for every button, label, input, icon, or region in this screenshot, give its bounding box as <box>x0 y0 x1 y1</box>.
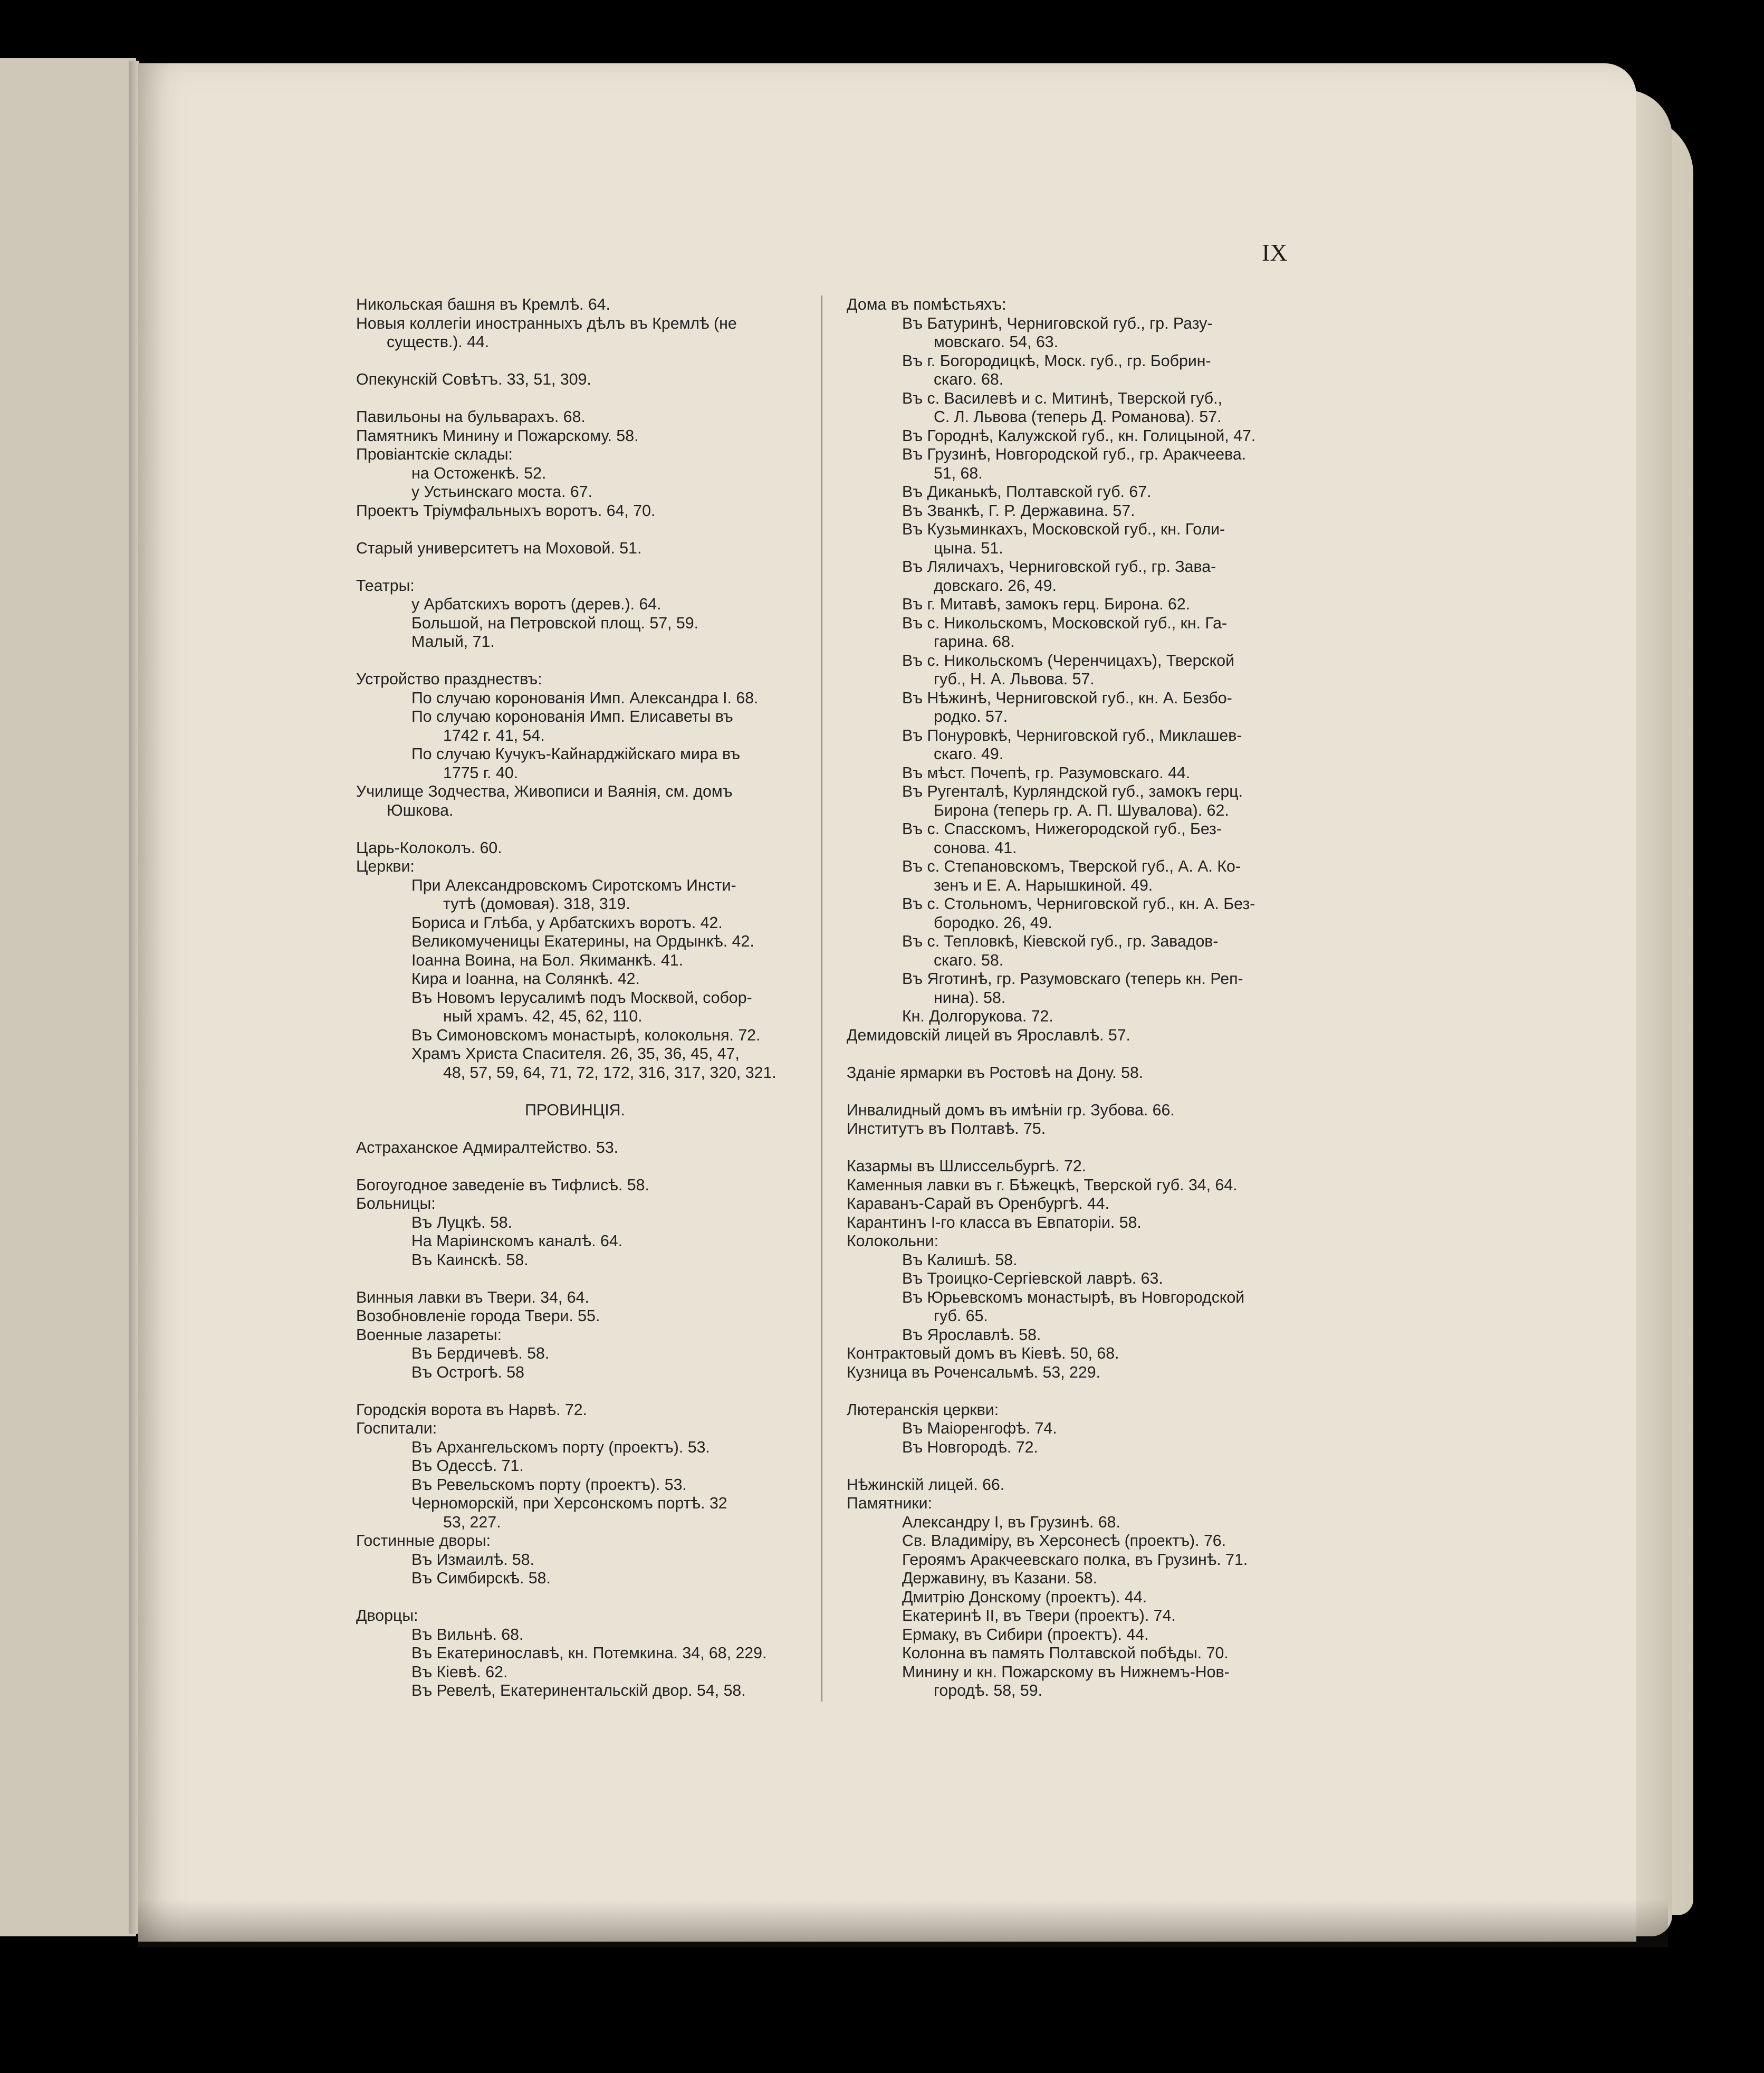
index-entry: Въ Диканькѣ, Полтавской губ. 67. <box>902 483 1152 501</box>
blank-line <box>356 352 794 371</box>
index-entry: Въ Калишѣ. 58. <box>902 1251 1018 1269</box>
index-entry: Іоанна Воина, на Бол. Якиманкѣ. 41. <box>411 951 684 969</box>
index-entry: Памятники: <box>847 1495 932 1512</box>
index-entry: Колонна въ память Полтавской побѣды. 70. <box>902 1645 1229 1662</box>
index-entry: зенъ и Е. А. Нарышкиной. 49. <box>934 876 1153 894</box>
index-entry: Винныя лавки въ Твери. 34, 64. <box>356 1288 589 1306</box>
index-entry: Въ Бердичевѣ. 58. <box>411 1345 550 1362</box>
index-entry: Колокольни: <box>847 1233 939 1250</box>
index-entry: Въ Ругенталѣ, Курляндской губ., замокъ герц. <box>902 783 1243 800</box>
blank-line <box>847 1139 1284 1158</box>
index-entry: Старый университетъ на Моховой. 51. <box>356 539 642 557</box>
index-entry: скаго. 68. <box>934 371 1004 388</box>
index-entry: Въ Симбирскѣ. 58. <box>411 1570 551 1587</box>
index-entry: довскаго. 26, 49. <box>934 577 1057 595</box>
left-page-margin <box>0 58 136 1936</box>
index-entry: Зданіе ярмарки въ Ростовѣ на Дону. 58. <box>847 1064 1144 1082</box>
blank-line <box>356 1120 794 1139</box>
index-entry: у Арбатскихъ воротъ (дерев.). 64. <box>411 596 662 613</box>
index-entry: Дмитрію Донскому (проектъ). 44. <box>902 1588 1147 1606</box>
index-entry: Великомученицы Екатерины, на Ордынкѣ. 42. <box>411 933 754 950</box>
index-entry: Въ Екатеринославѣ, кн. Потемкина. 34, 68, 229. <box>411 1645 767 1662</box>
index-entry: цына. 51. <box>934 539 1003 557</box>
index-entry: Въ Луцкѣ. 58. <box>411 1214 513 1231</box>
index-entry: Въ Одессѣ. 71. <box>411 1457 524 1475</box>
index-entry: Караванъ-Сарай въ Оренбургѣ. 44. <box>847 1195 1110 1212</box>
index-entry: Въ Новгородѣ. 72. <box>902 1438 1038 1456</box>
index-entry: Минину и кн. Пожарскому въ Нижнемъ-Нов- <box>902 1663 1230 1681</box>
index-entry: Въ Кузьминкахъ, Московской губ., кн. Голи- <box>902 521 1225 538</box>
index-entry: Бирона (теперь гр. А. П. Шувалова). 62. <box>934 801 1229 819</box>
blank-line <box>356 389 794 408</box>
index-entry: скаго. 58. <box>934 951 1004 969</box>
index-entry: Екатеринѣ II, въ Твери (проектъ). 74. <box>902 1607 1176 1625</box>
blank-line <box>356 820 794 839</box>
index-entry: Юшкова. <box>387 801 454 819</box>
index-column-left <box>356 295 794 1701</box>
index-entry: 48, 57, 59, 64, 71, 72, 172, 316, 317, 320, 321. <box>443 1064 776 1082</box>
index-entry: Больницы: <box>356 1195 436 1212</box>
index-entry: Въ с. Степановскомъ, Тверской губ., А. А. Ко- <box>902 858 1241 875</box>
index-entry: Въ Ревельскомъ порту (проектъ). 53. <box>411 1476 687 1494</box>
index-entry: Въ Троицко-Сергіевской лаврѣ. 63. <box>902 1270 1163 1287</box>
index-entry: Героямъ Аракчеевскаго полка, въ Грузинѣ. 71. <box>902 1551 1248 1569</box>
index-entry: гарина. 68. <box>934 633 1015 651</box>
index-entry: Устройство празднествъ: <box>356 671 542 688</box>
index-entry: Въ мѣст. Почепѣ, гр. Разумовскаго. 44. <box>902 764 1191 782</box>
index-entry: 1742 г. 41, 54. <box>443 727 545 744</box>
index-entry: Богоугодное заведеніе въ Тифлисѣ. 58. <box>356 1176 649 1194</box>
index-entry: Въ Каинскѣ. 58. <box>411 1251 529 1269</box>
index-entry: Въ Нѣжинѣ, Черниговской губ., кн. А. Безбо- <box>902 689 1232 707</box>
index-entry: Въ Вильнѣ. 68. <box>411 1626 524 1644</box>
index-entry: С. Л. Львова (теперь Д. Романова). 57. <box>934 408 1222 426</box>
index-entry: Въ Кіевѣ. 62. <box>411 1663 508 1681</box>
index-entry: нина). 58. <box>934 989 1006 1007</box>
column-divider <box>821 295 822 1702</box>
index-entry: Городскія ворота въ Нарвѣ. 72. <box>356 1401 587 1419</box>
index-entry: Карантинъ I-го класса въ Евпаторіи. 58. <box>847 1214 1142 1231</box>
page-number: IX <box>1262 239 1288 266</box>
index-entry: Бориса и Глѣба, у Арбатскихъ воротъ. 42. <box>411 914 723 932</box>
index-entry: Возобновленіе города Твери. 55. <box>356 1307 600 1325</box>
index-entry: По случаю коронованія Имп. Елисаветы въ <box>411 708 733 725</box>
index-entry: Въ с. Стольномъ, Черниговской губ., кн. А. Без- <box>902 895 1255 913</box>
index-entry: Въ Маіоренгофѣ. 74. <box>902 1420 1057 1437</box>
blank-line <box>847 1382 1284 1401</box>
index-entry: По случаю Кучукъ-Кайнарджійскаго мира въ <box>411 746 741 763</box>
index-entry: Каменныя лавки въ г. Бѣжецкѣ, Тверской губ. 34, 64. <box>847 1176 1238 1194</box>
index-entry: Въ с. Спасскомъ, Нижегородской губ., Без- <box>902 820 1222 838</box>
index-entry: Въ Архангельскомъ порту (проектъ). 53. <box>411 1438 710 1456</box>
index-entry: скаго. 49. <box>934 746 1004 763</box>
index-entry: Въ с. Никольскомъ (Черенчицахъ), Тверской <box>902 652 1234 670</box>
index-entry: Малый, 71. <box>411 633 495 651</box>
index-entry: Нѣжинскій лицей. 66. <box>847 1476 1005 1494</box>
index-entry: Госпитали: <box>356 1420 437 1437</box>
index-entry: На Маріинскомъ каналѣ. 64. <box>411 1233 623 1250</box>
blank-line <box>356 520 794 539</box>
index-entry: Въ Юрьевскомъ монастырѣ, въ Новгородской <box>902 1288 1245 1306</box>
index-entry: Казармы въ Шлиссельбургѣ. 72. <box>847 1158 1087 1175</box>
index-entry: Памятникъ Минину и Пожарскому. 58. <box>356 427 639 445</box>
index-entry: губ., Н. А. Львова. 57. <box>934 671 1095 688</box>
index-entry: Св. Владиміру, въ Херсонесѣ (проектъ). 76. <box>902 1532 1226 1550</box>
index-entry: Въ Яготинѣ, гр. Разумовскаго (теперь кн. Реп- <box>902 970 1243 988</box>
index-entry: Гостинные дворы: <box>356 1532 491 1550</box>
index-entry: Дома въ помѣстьяхъ: <box>847 296 1006 313</box>
index-entry: тутѣ (домовая). 318, 319. <box>443 895 630 913</box>
index-entry: родко. 57. <box>934 708 1008 725</box>
index-entry: Въ г. Митавѣ, замокъ герц. Бирона. 62. <box>902 596 1191 613</box>
index-entry: Въ Батуринѣ, Черниговской губ., гр. Разу- <box>902 314 1213 332</box>
index-entry: Никольская башня въ Кремлѣ. 64. <box>356 296 610 313</box>
index-entry: Большой, на Петровской площ. 57, 59. <box>411 614 699 632</box>
blank-line <box>356 558 794 577</box>
index-entry: Державину, въ Казани. 58. <box>902 1570 1097 1587</box>
index-entry: бородко. 26, 49. <box>934 914 1052 932</box>
index-entry: Въ с. Василевѣ и с. Митинѣ, Тверской губ., <box>902 389 1222 407</box>
index-entry: городѣ. 58, 59. <box>934 1682 1042 1699</box>
scan-background <box>0 0 1764 69</box>
index-entry: Училище Зодчества, Живописи и Ваянія, см. домъ <box>356 783 733 800</box>
index-entry: Новыя коллегіи иностранныхъ дѣлъ въ Кремлѣ (не <box>356 314 737 332</box>
index-entry: Проектъ Тріумфальныхъ воротъ. 64, 70. <box>356 502 656 520</box>
index-entry: губ. 65. <box>934 1307 988 1325</box>
index-entry: Провіантскіе склады: <box>356 446 513 463</box>
index-entry: ный храмъ. 42, 45, 62, 110. <box>443 1008 643 1025</box>
blank-line <box>356 1157 794 1176</box>
index-entry: существ.). 44. <box>387 333 490 351</box>
index-entry: Въ с. Никольскомъ, Московской губ., кн. Га- <box>902 614 1228 632</box>
book-gutter <box>129 61 139 1934</box>
index-entry: Въ с. Тепловкѣ, Кіевской губ., гр. Завадов- <box>902 933 1219 950</box>
index-entry: 53, 227. <box>443 1513 501 1531</box>
index-entry: Демидовскій лицей въ Ярославлѣ. 57. <box>847 1026 1130 1044</box>
blank-line <box>847 1082 1284 1101</box>
bottom-shadow <box>138 1899 1668 1947</box>
index-entry: Церкви: <box>356 858 415 875</box>
blank-line <box>356 1588 794 1607</box>
index-entry: Въ Ярославлѣ. 58. <box>902 1326 1041 1344</box>
index-entry: Астраханское Адмиралтейство. 53. <box>356 1139 619 1157</box>
index-entry: Въ Новомъ Іерусалимѣ подъ Москвой, собор- <box>411 989 752 1007</box>
index-entry: мовскаго. 54, 63. <box>934 333 1059 351</box>
index-entry: Военные лазареты: <box>356 1326 502 1344</box>
index-entry: Въ г. Богородицкѣ, Моск. губ., гр. Бобрин- <box>902 352 1211 370</box>
index-entry: Александру I, въ Грузинѣ. 68. <box>902 1513 1120 1531</box>
index-entry: Институтъ въ Полтавѣ. 75. <box>847 1120 1046 1138</box>
index-entry: 51, 68. <box>934 464 983 482</box>
index-entry: Театры: <box>356 577 415 595</box>
index-entry: Ермаку, въ Сибири (проектъ). 44. <box>902 1626 1149 1644</box>
index-entry: Черноморскій, при Херсонскомъ портѣ. 32 <box>411 1495 727 1512</box>
index-entry: Инвалидный домъ въ имѣніи гр. Зубова. 66. <box>847 1101 1175 1119</box>
index-entry: сонова. 41. <box>934 839 1017 857</box>
index-entry: 1775 г. 40. <box>443 764 519 782</box>
index-entry: Въ Симоновскомъ монастырѣ, колокольня. 72. <box>411 1026 761 1044</box>
index-entry: у Устьинскаго моста. 67. <box>411 483 592 501</box>
index-entry: Въ Ревелѣ, Екатеринентальскій двор. 54, 58. <box>411 1682 746 1699</box>
blank-line <box>356 1382 794 1401</box>
index-entry: на Остоженкѣ. 52. <box>411 464 547 482</box>
index-entry: Кузница въ Роченсальмѣ. 53, 229. <box>847 1363 1101 1381</box>
index-entry: Контрактовый домъ въ Кіевѣ. 50, 68. <box>847 1345 1119 1362</box>
index-entry: Царь-Колоколъ. 60. <box>356 839 502 857</box>
blank-line <box>356 1082 794 1101</box>
index-entry: Дворцы: <box>356 1607 418 1625</box>
blank-line <box>847 1457 1284 1476</box>
index-entry: Въ Острогѣ. 58 <box>411 1363 525 1381</box>
index-entry: Въ Понуровкѣ, Черниговской губ., Миклашев- <box>902 727 1242 744</box>
index-entry: Кира и Іоанна, на Солянкѣ. 42. <box>411 970 640 988</box>
index-entry: Въ Званкѣ, Г. Р. Державина. 57. <box>902 502 1135 520</box>
index-entry: Лютеранскія церкви: <box>847 1401 999 1419</box>
index-entry: Въ Грузинѣ, Новгородской губ., гр. Аракчеева. <box>902 446 1247 463</box>
index-entry: Павильоны на бульварахъ. 68. <box>356 408 586 426</box>
blank-line <box>847 1045 1284 1064</box>
index-entry: Въ Ляличахъ, Черниговской губ., гр. Зава- <box>902 558 1216 576</box>
index-entry: Въ Городнѣ, Калужской губ., кн. Голицыной, 47. <box>902 427 1256 445</box>
section-heading: ПРОВИНЦІЯ. <box>525 1101 625 1119</box>
index-entry: При Александровскомъ Сиротскомъ Инсти- <box>411 876 736 894</box>
blank-line <box>356 652 794 671</box>
index-entry: Кн. Долгорукова. 72. <box>902 1008 1053 1025</box>
index-column-right <box>847 295 1284 1701</box>
index-entry: Храмъ Христа Спасителя. 26, 35, 36, 45, 47, <box>411 1045 740 1063</box>
index-entry: По случаю коронованія Имп. Александра I. 68. <box>411 689 759 707</box>
index-entry: Въ Измаилѣ. 58. <box>411 1551 535 1569</box>
blank-line <box>356 1269 794 1288</box>
index-entry: Опекунскій Совѣтъ. 33, 51, 309. <box>356 371 591 388</box>
